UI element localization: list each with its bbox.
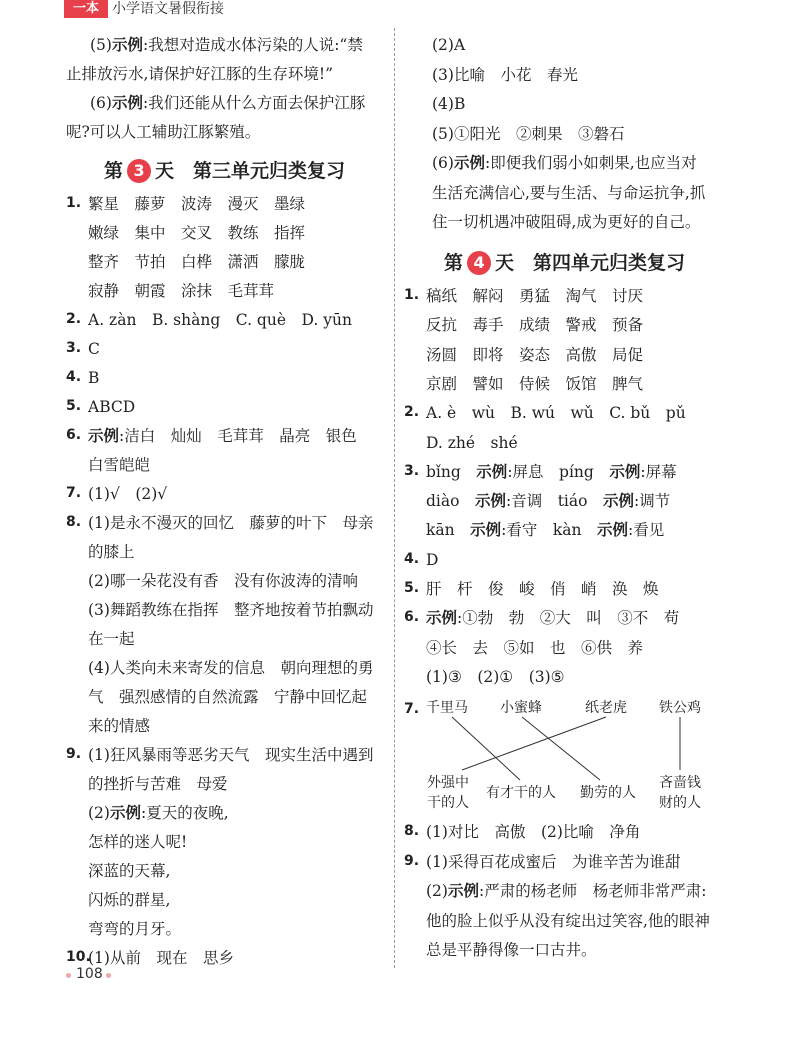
answer-line: ABCD [88,398,136,416]
section-title-day4: 第 4 天 第四单元归类复习 [444,252,686,274]
answer-line: (2)哪一朵花没有香 没有你波涛的清响 [88,572,358,590]
example-label: 示例 [109,804,141,822]
match-top-word: 小蜜蜂 [500,700,542,716]
answer-line: A. zàn B. shàng C. què D. yūn [88,311,352,329]
section-title-day3: 第 3 天 第三单元归类复习 [104,160,346,182]
answer-line: (1)狂风暴雨等恶劣天气 现实生活中遇到 [88,746,374,764]
answer-line: B [88,369,100,387]
answer-line: (1)从前 现在 思乡 [88,949,234,967]
match-top-word: 千里马 [426,700,468,716]
answer-line: 呢?可以人工辅助江豚繁殖。 [66,123,261,141]
day-number-circle: 4 [467,251,491,275]
match-bottom-word: 外强中 [427,775,469,791]
example-label: 示例 [476,462,508,481]
answer-line: 闪烁的群星, [88,891,171,909]
answer-line: kān 示例:看守 kàn 示例:看见 [426,521,665,540]
answer-line: (1)√ (2)√ [88,485,168,503]
answer-line: 生活充满信心,要与生活、与命运抗争,抓 [432,183,706,202]
answer-line: 整齐 节拍 白桦 潇洒 朦胧 [88,253,306,271]
answer-line: (1)是永不漫灭的回忆 藤萝的叶下 母亲 [88,514,374,532]
item-number: 8. [66,514,82,530]
answer-line: (6)示例:即便我们弱小如刺果,也应当对 [432,154,697,172]
example-label: 示例 [596,521,628,540]
match-top-word: 纸老虎 [585,700,627,716]
example-label: 示例 [88,427,120,445]
match-bottom-word: 财的人 [659,795,701,811]
answer-line: (4)人类向未来寄发的信息 朝向理想的勇 [88,659,374,677]
match-line [522,717,600,780]
answer-line: (2)示例:夏天的夜晚, [88,804,229,822]
answer-line: 的膝上 [88,543,135,561]
example-label: 示例 [111,36,143,54]
answer-line: (5)①阳光 ②刺果 ③磐石 [432,124,625,143]
example-label: 示例 [111,94,143,112]
answer-line: (1)③ (2)① (3)⑤ [426,667,565,686]
answer-line: 住一切机遇冲破阻碍,成为更好的自己。 [432,213,701,231]
item-number: 6. [66,427,82,443]
answer-line: 肝 杆 俊 峻 俏 峭 涣 焕 [426,580,659,598]
example-label: 示例 [470,521,502,540]
answer-line: D. zhé shé [426,433,518,452]
answer-line: 稿纸 解闷 勇猛 淘气 讨厌 [426,287,644,305]
answer-line: 白雪皑皑 [88,456,151,474]
answer-line: 来的情感 [88,717,151,735]
answer-line: (5)示例:我想对造成水体污染的人说:“禁 [90,36,363,54]
answer-line: 他的脸上似乎从没有绽出过笑容,他的眼神 [426,911,710,930]
page-number: 108 [76,966,103,982]
answer-line: 总是平静得像一口古井。 [426,941,597,959]
answer-line: 繁星 藤萝 波涛 漫灭 墨绿 [88,195,306,213]
item-number: 7. [404,701,420,717]
answer-line: D [426,550,439,569]
item-number: 9. [404,852,420,869]
answer-line: (2)A [432,36,466,54]
item-number: 4. [66,369,82,385]
answer-line: A. è wù B. wú wǔ C. bǔ pǔ [426,404,686,423]
example-label: 示例 [447,882,479,900]
answer-line: (3)舞蹈教练在指挥 整齐地按着节拍飘动 [88,601,374,619]
item-number: 5. [404,580,420,596]
match-bottom-word: 有才干的人 [486,785,556,801]
answer-line: (6)示例:我们还能从什么方面去保护江豚 [90,94,366,112]
item-number: 10. [66,949,91,965]
answer-line: 示例:洁白 灿灿 毛茸茸 晶亮 银色 [88,427,357,445]
item-number: 4. [404,550,420,567]
item-number: 6. [404,609,420,626]
answer-line: 反抗 毒手 成绩 警戒 预备 [426,316,644,335]
answer-line: 在一起 [88,630,135,648]
book-title: 小学语文暑假衔接 [112,1,224,17]
day-number-circle: 3 [127,159,151,183]
item-number: 1. [404,287,420,303]
item-number: 8. [404,823,420,839]
example-label: 示例 [453,154,485,172]
answer-line: C [88,340,100,358]
example-label: 示例 [602,492,634,511]
answer-line: 止排放污水,请保护好江豚的生存环境!” [66,65,334,83]
page-dot-left [66,973,71,978]
answer-line: 气 强烈感情的自然流露 宁静中回忆起 [88,688,368,706]
match-bottom-word: 勤劳的人 [580,785,636,801]
match-line [462,717,606,770]
answer-line: (1)对比 高傲 (2)比喻 净角 [426,823,641,841]
answer-line: 京剧 譬如 侍候 饭馆 脾气 [426,374,644,393]
answer-line: 深蓝的天幕, [88,862,171,880]
item-number: 1. [66,195,82,211]
answer-line: (1)采得百花成蜜后 为谁辛苦为谁甜 [426,852,681,871]
answer-line: 嫩绿 集中 交叉 教练 指挥 [88,224,306,242]
item-number: 7. [66,485,82,501]
item-number: 2. [404,404,420,421]
answer-line: 怎样的迷人呢! [88,833,188,851]
answer-line: (4)B [432,95,466,113]
match-line [452,717,520,780]
item-number: 3. [404,462,420,479]
answer-line: 汤圆 即将 姿态 高傲 局促 [426,345,644,364]
item-number: 5. [66,398,82,414]
match-bottom-word: 干的人 [427,795,469,811]
example-label: 示例 [609,462,641,481]
item-number: 2. [66,311,82,327]
answer-line: 示例:①勃 勃 ②大 叫 ③不 苟 [426,609,680,628]
answer-line: bǐng 示例:屏息 píng 示例:屏幕 [426,462,677,481]
answer-line: (3)比喻 小花 春光 [432,65,578,84]
match-top-word: 铁公鸡 [659,700,701,716]
answer-line: (2)示例:严肃的杨老师 杨老师非常严肃: [426,882,707,900]
answer-line: 寂静 朝霞 涂抹 毛茸茸 [88,282,275,300]
answer-line: 弯弯的月牙。 [88,920,182,938]
match-bottom-word: 吝啬钱 [659,775,701,791]
example-label: 示例 [474,492,506,511]
answer-line: ④长 去 ⑤如 也 ⑥供 养 [426,638,644,657]
brand-badge: 一本 [64,0,108,18]
item-number: 9. [66,746,82,762]
answer-line: diào 示例:音调 tiáo 示例:调节 [426,492,671,511]
item-number: 3. [66,340,82,356]
answer-line: 的挫折与苦难 母爱 [88,775,228,793]
example-label: 示例 [426,609,458,628]
page-dot-right [106,973,111,978]
